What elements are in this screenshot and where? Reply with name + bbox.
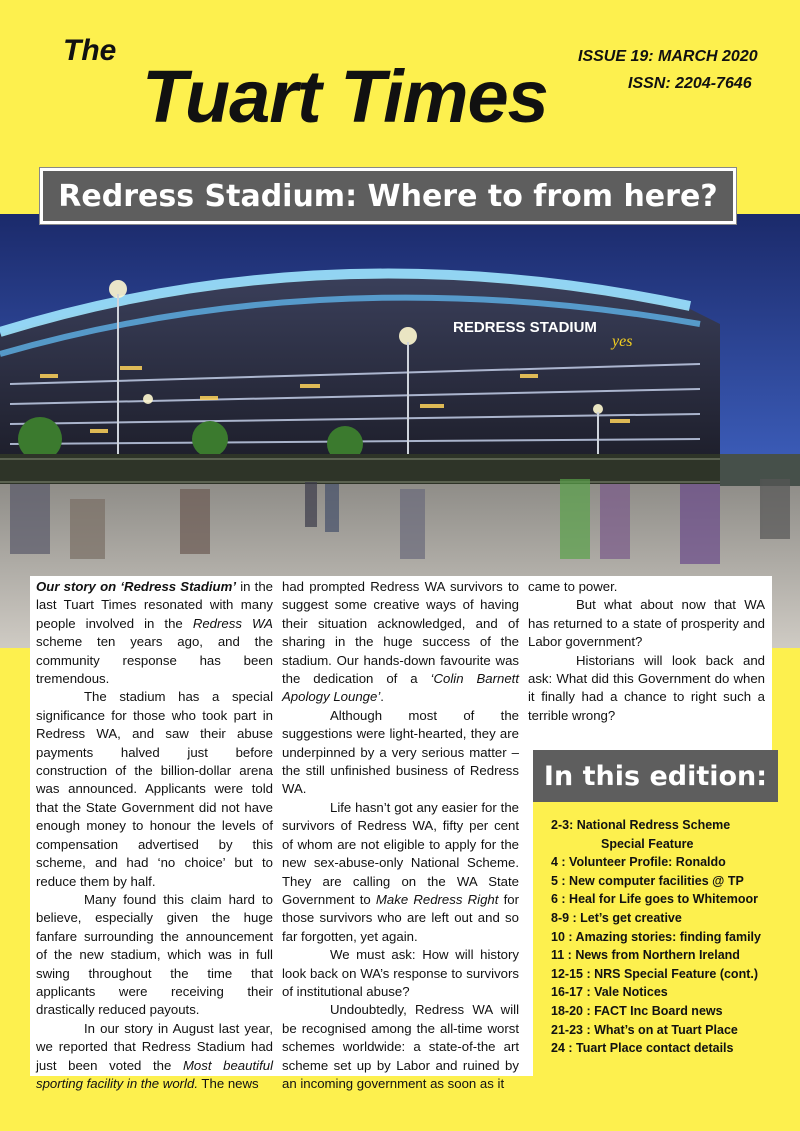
toc-item: 16-17 : Vale Notices — [551, 985, 668, 1000]
article-paragraph: Although most of the suggestions were light-hearted, they are underpinned by a very serious matter – the still unfinished business of Redress WA. — [282, 707, 519, 797]
article-paragraph: Our story on ‘Redress Stadium’ in the last Tuart Times resonated with many people involved in the Redress WA scheme ten years ago, and the community response has been tremendous. — [36, 579, 273, 687]
toc-item: 10 : Amazing stories: finding family — [551, 929, 761, 944]
issue-label: ISSUE 19: MARCH 2020 — [578, 48, 758, 65]
article-paragraph: The stadium has a special significance for those who took part in Redress WA, and saw their abuse payments halved just before construction of the billion-dollar arena was announced. Applicants were told that the State Government did not have enough money to honour the levels of compensation advertised by this scheme, and had ‘no choice’ but to reduce them by half. — [36, 689, 273, 889]
toc-list — [533, 802, 778, 1058]
article-paragraph: In our story in August last year, we reported that Redress Stadium had just been voted the Most beautiful sporting facility in the world. The news — [36, 1020, 273, 1091]
toc-item: 2-3: National Redress Scheme Special Feature — [551, 818, 731, 851]
article-paragraph: Historians will look back and ask: What did this Government do when it finally had a chance to right such a terrible wrong? — [528, 652, 765, 723]
toc-item: 24 : Tuart Place contact details — [551, 1041, 734, 1056]
toc-item: 12-15 : NRS Special Feature (cont.) — [551, 966, 759, 981]
toc-item: 11 : News from Northern Ireland — [551, 948, 740, 963]
sign-logo: yes — [612, 333, 633, 350]
headline-banner — [40, 168, 736, 224]
article-column-2 — [282, 578, 519, 1093]
issn-label: ISSN: 2204-7646 — [628, 75, 752, 92]
toc-item: 5 : New computer facilities @ TP — [551, 873, 744, 888]
article-paragraph: But what about now that WA has returned to a state of prosperity and Labor government? — [528, 597, 765, 650]
headline-text: Redress Stadium: Where to from here? — [58, 178, 718, 214]
article-paragraph: Life hasn’t got any easier for the survivors of Redress WA, fifty per cent of whom are not eligible to apply for the new sex-abuse-only National Scheme. They are calling on the WA State Government to Make Redress Right for those survivors who are left out and so far forgotten, yet again. — [282, 799, 519, 944]
stadium-sign: REDRESS STADIUM — [453, 319, 597, 336]
toc-item: 21-23 : What’s on at Tuart Place — [551, 1022, 738, 1037]
article-column-3 — [528, 578, 765, 725]
toc-item: 6 : Heal for Life goes to Whitemoor — [551, 892, 758, 907]
masthead-the: The — [63, 34, 117, 67]
masthead-title: Tuart Times — [142, 55, 548, 138]
toc-item: 4 : Volunteer Profile: Ronaldo — [551, 855, 726, 870]
article-paragraph: Many found this claim hard to believe, especially given the huge fanfare surrounding the announcement of the new stadium, which was in full swing throughout the time that applicants were receiving their drastically reduced payouts. — [36, 891, 273, 1018]
article-paragraph: came to power. — [528, 579, 618, 594]
bottom-bar — [0, 1092, 800, 1131]
toc-item: 18-20 : FACT Inc Board news — [551, 1003, 723, 1018]
toc-item: 8-9 : Let’s get creative — [551, 910, 682, 925]
article-column-1 — [36, 578, 273, 1093]
toc-heading: In this edition: — [533, 750, 778, 802]
table-of-contents — [533, 750, 778, 1076]
article-paragraph: Undoubtedly, Redress WA will be recognised among the all-time worst schemes worldwide: a state-of-the art scheme set up by Labor and ruined by an incoming government as soon as it — [282, 1002, 519, 1091]
article-paragraph: had prompted Redress WA survivors to suggest some creative ways of having their situation acknowledged, and of sharing in the huge success of the stadium. Our hands-down favourite was the dedication of a ‘Colin Barnett Apology Lounge’. — [282, 579, 519, 705]
article-paragraph: We must ask: How will history look back on WA’s response to survivors of institutional abuse? — [282, 947, 519, 999]
